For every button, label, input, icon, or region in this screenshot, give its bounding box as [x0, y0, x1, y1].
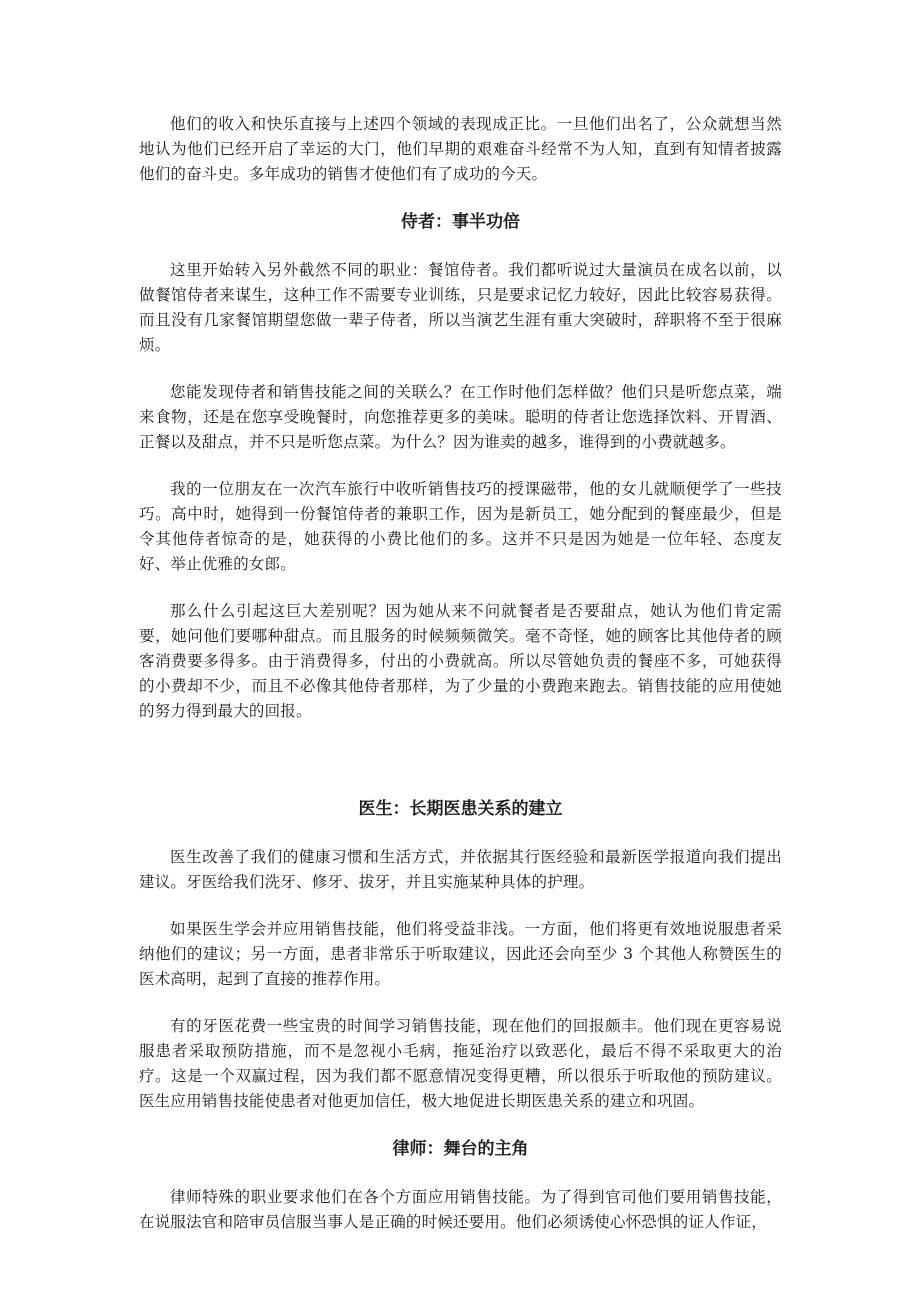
waiter-paragraph-4: 那么什么引起这巨大差别呢？因为她从来不问就餐者是否要甜点，她认为他们肯定需要，她问他们要哪种甜点。而且服务的时候频频微笑。毫不奇怪，她的顾客比其他侍者的顾客消费要多得多。由于消费得多，付出的小费就高。所以尽管她负责的餐座不多，可她获得的小费却不少，而且不必像其他侍者那样，为了少量的小费跑来跑去。销售技能的应用使她的努力得到最大的回报。	[139, 602, 782, 720]
section-heading-lawyer: 律师：舞台的主角	[392, 1139, 529, 1159]
spacer	[139, 1162, 782, 1185]
doctor-paragraph-3: 有的牙医花费一些宝贵的时间学习销售技能，现在他们的回报颇丰。他们现在更容易说服患者采取预防措施，而不是忽视小毛病，拖延治疗以致恶化，最后不得不采取更大的治疗。这是一个双赢过程，因为我们都不愿意情况变得更糟，所以很乐于听取他的预防建议。医生应用销售技能使患者对他更加信任，极大地促进长期医患关系的建立和巩固。	[139, 1017, 782, 1110]
doctor-paragraph-2: 如果医生学会并应用销售技能，他们将受益非浅。一方面，他们将更有效地说服患者采纳他们的建议；另一方面，患者非常乐于听取建议，因此还会向至少 3 个其他人称赞医生的医术高明，起到了直接的推荐作用。	[139, 920, 782, 988]
spacer	[139, 577, 782, 599]
spacer	[139, 895, 782, 917]
intro-paragraph: 他们的收入和快乐直接与上述四个领域的表现成正比。一旦他们出名了，公众就想当然地认为他们已经开启了幸运的大门，他们早期的艰难奋斗经常不为人知，直到有知情者披露他们的奋斗史。多年成功的销售才使他们有了成功的今天。	[139, 115, 782, 183]
doctor-paragraph-1: 医生改善了我们的健康习惯和生活方式，并依据其行医经验和最新医学报道向我们提出建议。牙医给我们洗牙、修牙、拔牙，并且实施某种具体的护理。	[139, 848, 782, 891]
waiter-paragraph-1: 这里开始转入另外截然不同的职业：餐馆侍者。我们都听说过大量演员在成名以前，以做餐馆侍者来谋生，这种工作不需要专业训练，只是要求记忆力较好，因此比较容易获得。而且没有几家餐馆期望您做一辈子侍者，所以当演艺生涯有重大突破时，辞职将不至于很麻烦。	[139, 261, 782, 354]
section-heading-waiter: 侍者：事半功倍	[401, 212, 520, 232]
spacer	[139, 235, 782, 258]
section-heading-doctor: 医生：长期医患关系的建立	[358, 799, 563, 819]
lawyer-paragraph-1: 律师特殊的职业要求他们在各个方面应用销售技能。为了得到官司他们要用销售技能，在说服法官和陪审员信服当事人是正确的时候还要用。他们必须诱使心怀恐惧的证人作证，	[139, 1188, 782, 1231]
waiter-paragraph-3: 我的一位朋友在一次汽车旅行中收听销售技巧的授课磁带，他的女儿就顺便学了一些技巧。高中时，她得到一份餐馆侍者的兼职工作，因为是新员工，她分配到的餐座最少，但是令其他侍者惊奇的是，她获得的小费比他们的多。这并不只是因为她是一位年轻、态度友好、举止优雅的女郎。	[139, 480, 782, 573]
spacer	[139, 1114, 782, 1137]
spacer	[139, 992, 782, 1014]
spacer	[139, 724, 782, 797]
spacer	[139, 822, 782, 845]
waiter-paragraph-2: 您能发现侍者和销售技能之间的关联么？在工作时他们怎样做？他们只是听您点菜，端来食物，还是在您享受晚餐时，向您推荐更多的美味。聪明的侍者让您选择饮料、开胃酒、正餐以及甜点，并不只是听您点菜。为什么？因为谁卖的越多，谁得到的小费就越多。	[139, 383, 782, 451]
spacer	[139, 358, 782, 380]
spacer	[139, 187, 782, 210]
spacer	[139, 455, 782, 477]
